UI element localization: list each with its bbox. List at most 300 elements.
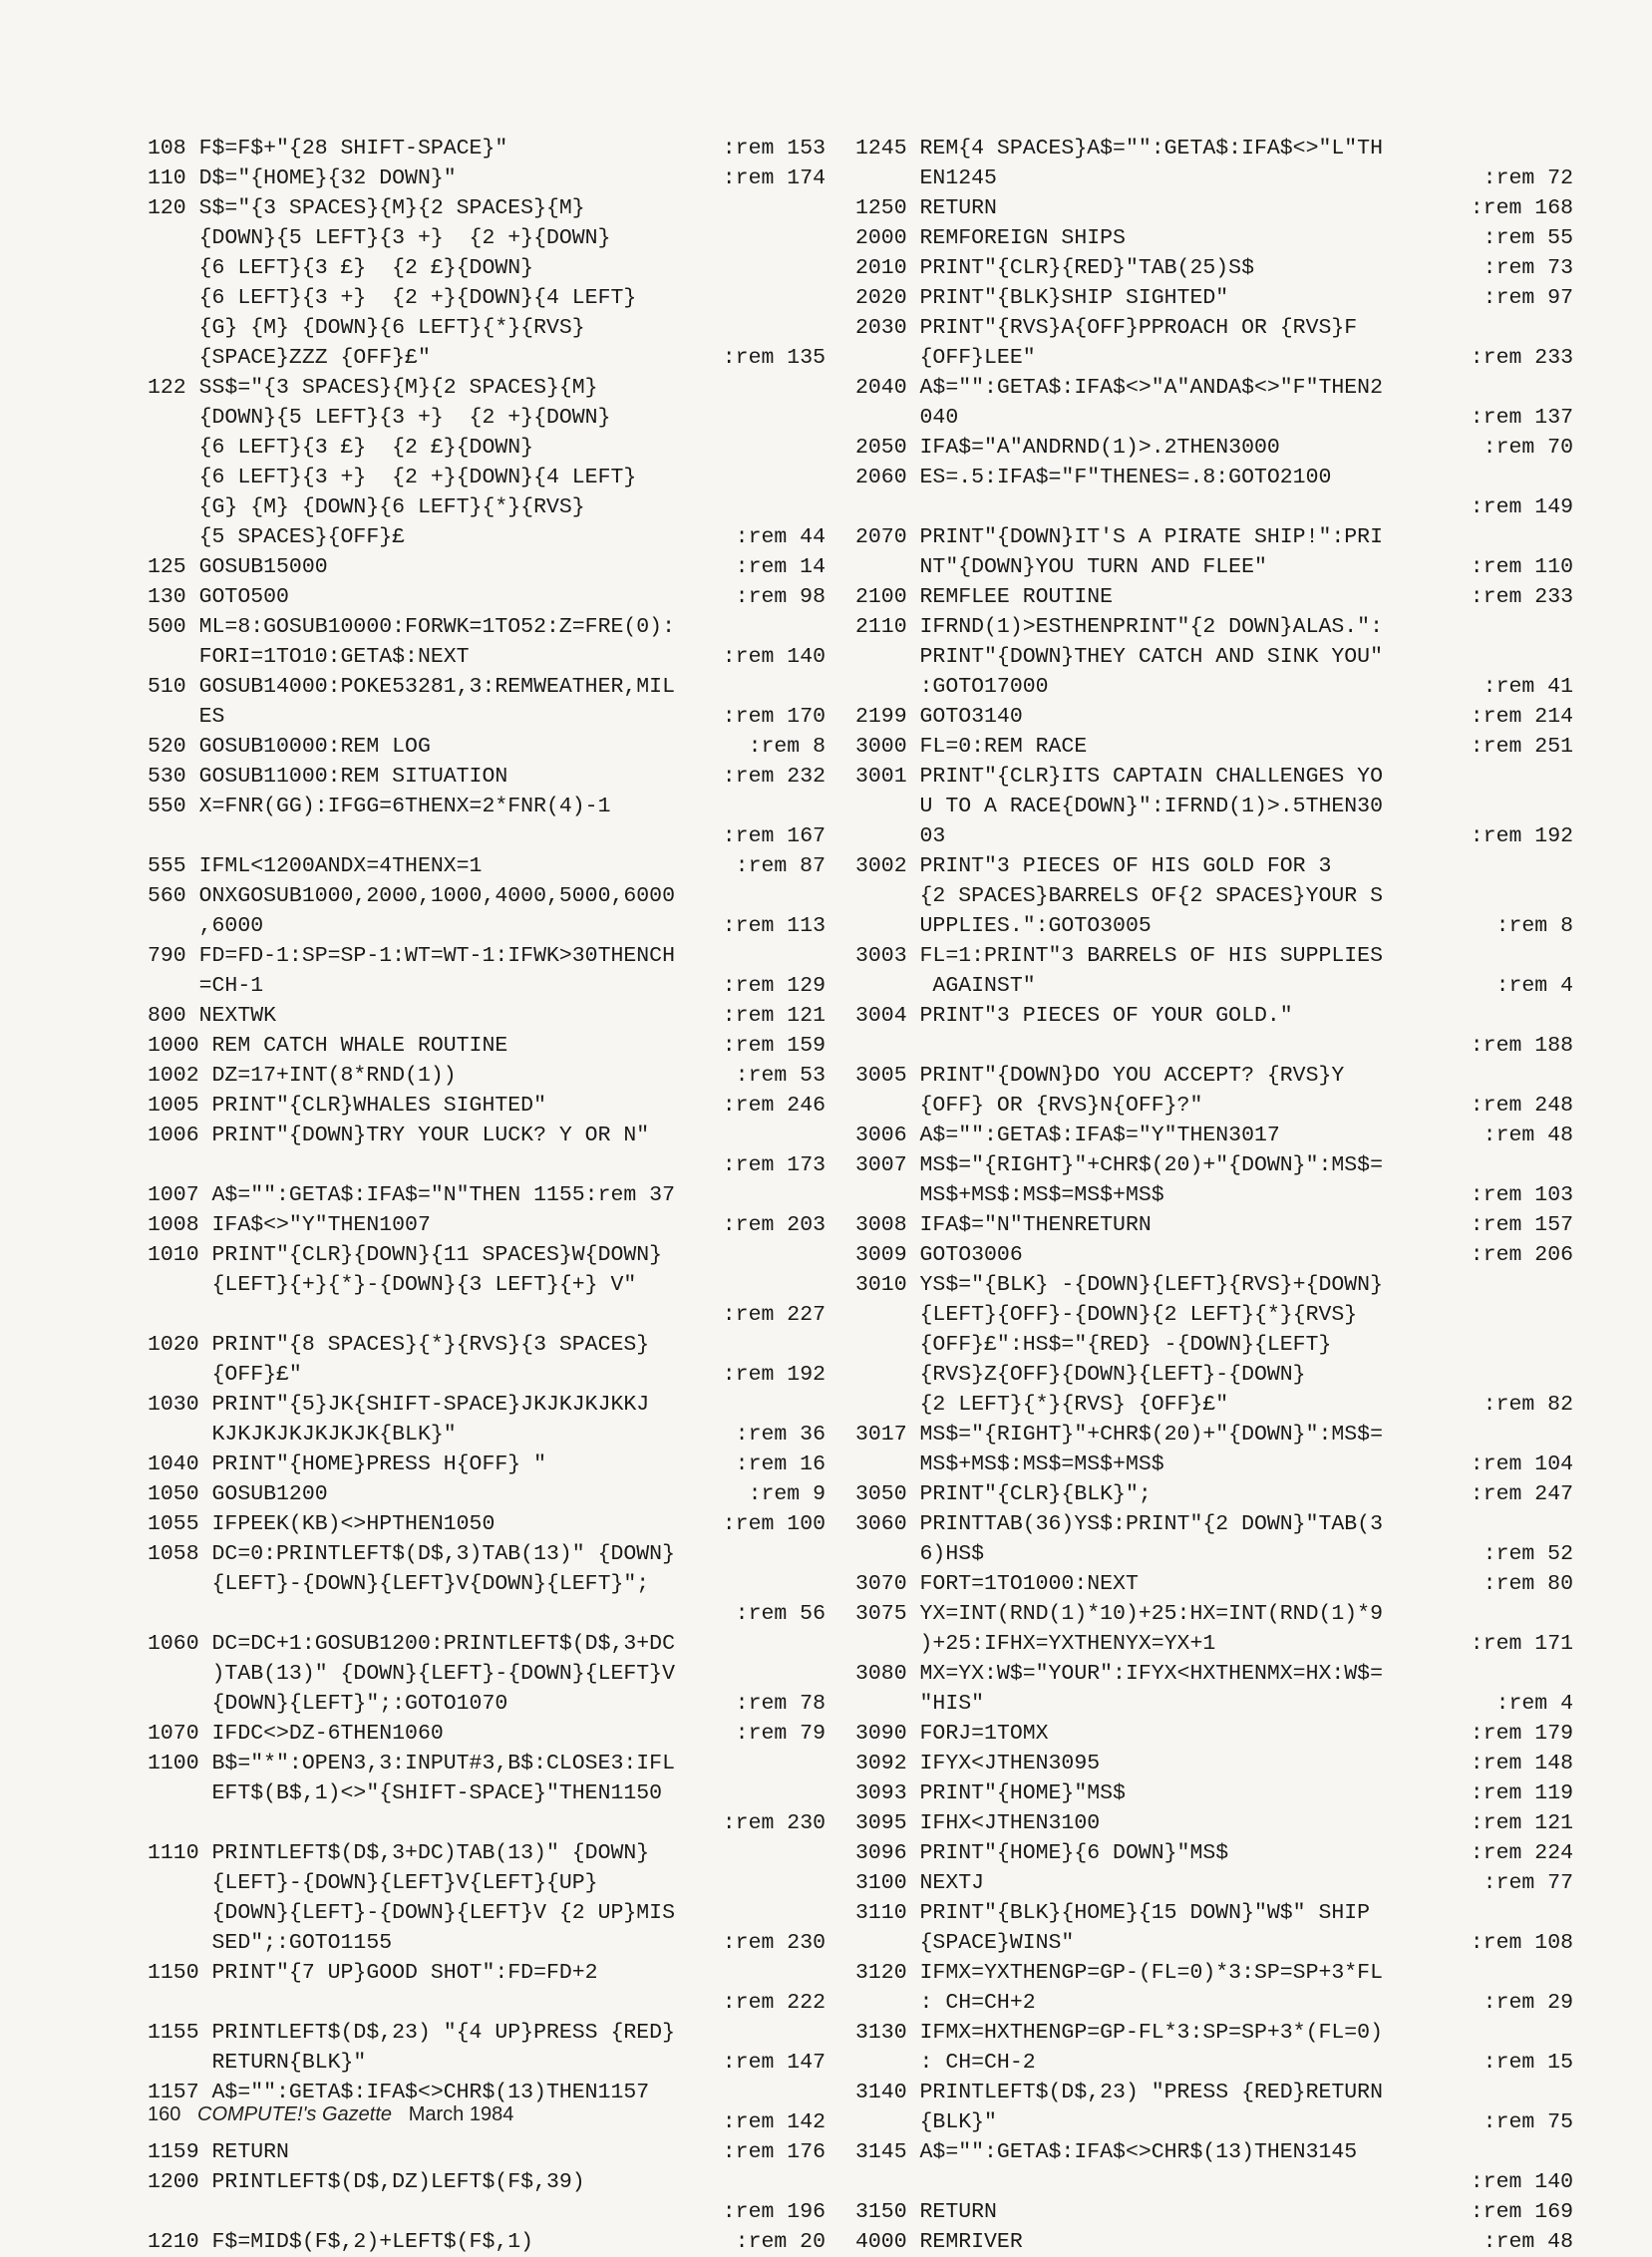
checksum-rem: :rem 121 <box>1470 1811 1573 1835</box>
code-line: MS$+MS$:MS$=MS$+MS$ <box>855 1183 1164 1207</box>
code-line: 3004 PRINT"3 PIECES OF YOUR GOLD." <box>855 1004 1293 1028</box>
code-line: 040 <box>855 406 959 430</box>
code-entry <box>855 1958 1573 2018</box>
code-entry <box>855 283 1573 313</box>
checksum-rem: :rem 75 <box>1483 2110 1573 2134</box>
checksum-rem: :rem 149 <box>1470 495 1573 519</box>
checksum-rem: :rem 188 <box>1470 1034 1573 1058</box>
checksum-rem: :rem 82 <box>1483 1393 1573 1417</box>
checksum-rem: :rem 153 <box>722 137 826 161</box>
code-line: 3095 IFHX<JTHEN3100 <box>855 1811 1101 1835</box>
code-line: )TAB(13)" {DOWN}{LEFT}-{DOWN}{LEFT}V <box>148 1662 675 1686</box>
code-entry <box>148 881 826 941</box>
code-entry <box>148 1390 826 1450</box>
checksum-rem: :rem 16 <box>735 1452 826 1476</box>
code-entry <box>855 732 1573 762</box>
code-entry <box>148 672 826 732</box>
checksum-rem: :rem 171 <box>1470 1632 1573 1656</box>
code-line: 6)HS$ <box>855 1542 985 1566</box>
issue-date: March 1984 <box>408 2103 514 2125</box>
checksum-rem: :rem 169 <box>1470 2200 1573 2224</box>
code-entry <box>148 582 826 612</box>
checksum-rem: :rem 167 <box>722 824 826 848</box>
checksum-rem: :rem 113 <box>722 914 826 938</box>
checksum-rem: :rem 36 <box>735 1423 826 1447</box>
checksum-rem: :rem 52 <box>1483 1542 1573 1566</box>
code-line: {OFF}£":HS$="{RED} -{DOWN}{LEFT} <box>855 1333 1332 1357</box>
code-entry <box>855 2137 1573 2197</box>
checksum-rem: :rem 230 <box>722 1811 826 1835</box>
checksum-rem: :rem 174 <box>722 166 826 190</box>
code-line: {2 SPACES}BARRELS OF{2 SPACES}YOUR S <box>855 884 1383 908</box>
code-line: 120 S$="{3 SPACES}{M}{2 SPACES}{M} <box>148 196 585 220</box>
checksum-rem: :rem 9 <box>748 1482 826 1506</box>
checksum-rem: :rem 247 <box>1470 1482 1573 1506</box>
code-entry <box>148 1539 826 1629</box>
code-entry <box>855 433 1573 463</box>
code-line: {LEFT}-{DOWN}{LEFT}V{LEFT}{UP} <box>148 1871 598 1895</box>
code-entry <box>855 1808 1573 1838</box>
code-entry <box>855 1420 1573 1479</box>
code-entry <box>855 2197 1573 2227</box>
checksum-rem: :rem 48 <box>1483 1124 1573 1147</box>
code-line <box>148 1599 826 1629</box>
code-line: 130 GOTO500 <box>148 585 289 609</box>
checksum-rem: :rem 121 <box>722 1004 826 1028</box>
code-entry <box>855 2018 1573 2078</box>
code-line: {LEFT}{OFF}-{DOWN}{2 LEFT}{*}{RVS} <box>855 1303 1358 1327</box>
code-line: 800 NEXTWK <box>148 1004 277 1028</box>
code-line: 1002 DZ=17+INT(8*RND(1)) <box>148 1064 457 1088</box>
code-line: {SPACE}ZZZ {OFF}£" <box>148 346 431 370</box>
code-line: 1008 IFA$<>"Y"THEN1007 <box>148 1213 431 1237</box>
checksum-rem: :rem 140 <box>722 645 826 669</box>
code-entry <box>148 732 826 762</box>
code-entry <box>148 1091 826 1121</box>
code-entry <box>148 1719 826 1749</box>
code-line: 3002 PRINT"3 PIECES OF HIS GOLD FOR 3 <box>855 854 1332 878</box>
code-line: {6 LEFT}{3 £} {2 £}{DOWN} <box>148 436 534 460</box>
code-line: : CH=CH-2 <box>855 2051 1036 2075</box>
code-entry <box>148 1061 826 1091</box>
code-line: 2100 REMFLEE ROUTINE <box>855 585 1114 609</box>
checksum-rem: :rem 110 <box>1470 555 1573 579</box>
code-line: NT"{DOWN}YOU TURN AND FLEE" <box>855 555 1267 579</box>
code-entry <box>148 193 826 373</box>
code-line: 3000 FL=0:REM RACE <box>855 735 1088 759</box>
code-line: 03 <box>855 824 946 848</box>
checksum-rem: :rem 227 <box>722 1303 826 1327</box>
code-entry <box>855 1749 1573 1778</box>
code-entry <box>855 702 1573 732</box>
code-line: {SPACE}WINS" <box>855 1931 1075 1955</box>
code-line: 1200 PRINTLEFT$(D$,DZ)LEFT$(F$,39) <box>148 2170 585 2194</box>
code-line: 1060 DC=DC+1:GOSUB1200:PRINTLEFT$(D$,3+DC <box>148 1632 675 1656</box>
code-entry <box>148 1629 826 1719</box>
code-entry <box>855 851 1573 941</box>
code-entry <box>148 1240 826 1330</box>
checksum-rem: :rem 159 <box>722 1034 826 1058</box>
code-entry <box>148 1838 826 1958</box>
code-entry <box>148 1749 826 1838</box>
code-line: 3070 FORT=1TO1000:NEXT <box>855 1572 1139 1596</box>
code-entry <box>148 762 826 792</box>
code-line: 3093 PRINT"{HOME}"MS$ <box>855 1781 1126 1805</box>
code-entry <box>148 163 826 193</box>
checksum-rem: :rem 104 <box>1470 1452 1573 1476</box>
code-line: 3009 GOTO3006 <box>855 1243 1023 1267</box>
code-line: 3090 FORJ=1TOMX <box>855 1722 1049 1746</box>
code-entry <box>855 1240 1573 1270</box>
code-line: 1058 DC=0:PRINTLEFT$(D$,3)TAB(13)" {DOWN} <box>148 1542 675 1566</box>
code-line: AGAINST" <box>855 974 1036 998</box>
code-line: 520 GOSUB10000:REM LOG <box>148 735 431 759</box>
checksum-rem: :rem 55 <box>1483 226 1573 250</box>
code-line: {DOWN}{5 LEFT}{3 +} {2 +}{DOWN} <box>148 226 611 250</box>
code-entry <box>148 851 826 881</box>
code-entry <box>855 1898 1573 1958</box>
checksum-rem: :rem 72 <box>1483 166 1573 190</box>
code-line: 3096 PRINT"{HOME}{6 DOWN}"MS$ <box>855 1841 1229 1865</box>
code-line: 3008 IFA$="N"THENRETURN <box>855 1213 1152 1237</box>
code-line: 550 X=FNR(GG):IFGG=6THENX=2*FNR(4)-1 <box>148 795 611 818</box>
code-entry <box>855 1719 1573 1749</box>
code-entry <box>148 1509 826 1539</box>
checksum-rem: :rem 137 <box>1470 406 1573 430</box>
checksum-rem: :rem 230 <box>722 1931 826 1955</box>
code-line: 1020 PRINT"{8 SPACES}{*}{RVS}{3 SPACES} <box>148 1333 650 1357</box>
code-entry <box>855 1061 1573 1121</box>
code-entry <box>148 1450 826 1479</box>
page-footer <box>148 2103 513 2126</box>
code-entry <box>855 582 1573 612</box>
code-line: EN1245 <box>855 166 997 190</box>
code-line: 1040 PRINT"{HOME}PRESS H{OFF} " <box>148 1452 546 1476</box>
code-entry <box>855 253 1573 283</box>
code-entry <box>855 313 1573 373</box>
code-entry <box>855 134 1573 193</box>
code-line: 790 FD=FD-1:SP=SP-1:WT=WT-1:IFWK>30THENCH <box>148 944 675 968</box>
checksum-rem: :rem 232 <box>722 765 826 789</box>
checksum-rem: :rem 140 <box>1470 2170 1573 2194</box>
code-line <box>855 492 1573 522</box>
code-line: UPPLIES.":GOTO3005 <box>855 914 1152 938</box>
checksum-rem: :rem 70 <box>1483 436 1573 460</box>
checksum-rem: :rem 4 <box>1495 974 1573 998</box>
code-line: 1157 A$="":GETA$:IFA$<>CHR$(13)THEN1157 <box>148 2081 650 2104</box>
code-line: 1005 PRINT"{CLR}WHALES SIGHTED" <box>148 1094 546 1118</box>
code-line: 3075 YX=INT(RND(1)*10)+25:HX=INT(RND(1)*9 <box>855 1602 1383 1626</box>
checksum-rem: :rem 196 <box>722 2200 826 2224</box>
code-line: =CH-1 <box>148 974 264 998</box>
checksum-rem: :rem 222 <box>722 1991 826 2015</box>
code-line: 3007 MS$="{RIGHT}"+CHR$(20)+"{DOWN}":MS$= <box>855 1153 1383 1177</box>
code-line: {DOWN}{LEFT}";:GOTO1070 <box>148 1692 508 1716</box>
code-line: {DOWN}{LEFT}-{DOWN}{LEFT}V {2 UP}MIS <box>148 1901 675 1925</box>
checksum-rem: :rem 135 <box>722 346 826 370</box>
checksum-rem: :rem 147 <box>722 2051 826 2075</box>
checksum-rem: :rem 77 <box>1483 1871 1573 1895</box>
code-entry <box>148 2167 826 2227</box>
code-line: 1055 IFPEEK(KB)<>HPTHEN1050 <box>148 1512 496 1536</box>
code-line: 560 ONXGOSUB1000,2000,1000,4000,5000,6000 <box>148 884 675 908</box>
code-entry <box>148 1121 826 1180</box>
code-line: {2 LEFT}{*}{RVS} {OFF}£" <box>855 1393 1229 1417</box>
code-entry <box>855 1121 1573 1150</box>
checksum-rem: :rem 214 <box>1470 705 1573 729</box>
checksum-rem: :rem 8 <box>748 735 826 759</box>
code-line: "HIS" <box>855 1692 985 1716</box>
code-line: 3150 RETURN <box>855 2200 997 2224</box>
code-entry <box>855 1659 1573 1719</box>
code-line: 3100 NEXTJ <box>855 1871 985 1895</box>
code-entry <box>148 2137 826 2167</box>
checksum-rem: :rem 103 <box>1470 1183 1573 1207</box>
code-line: {BLK}" <box>855 2110 997 2134</box>
code-line: 2020 PRINT"{BLK}SHIP SIGHTED" <box>855 286 1229 310</box>
code-line: {LEFT}{+}{*}-{DOWN}{3 LEFT}{+} V" <box>148 1273 637 1297</box>
code-line: 2199 GOTO3140 <box>855 705 1023 729</box>
code-line: 4000 REMRIVER <box>855 2230 1023 2254</box>
checksum-rem: :rem 119 <box>1470 1781 1573 1805</box>
code-line: 1210 F$=MID$(F$,2)+LEFT$(F$,1) <box>148 2230 534 2254</box>
code-line: SED";:GOTO1155 <box>148 1931 393 1955</box>
checksum-rem: :rem 157 <box>1470 1213 1573 1237</box>
code-line: 3080 MX=YX:W$="YOUR":IFYX<HXTHENMX=HX:W$= <box>855 1662 1383 1686</box>
code-line: 1006 PRINT"{DOWN}TRY YOUR LUCK? Y OR N" <box>148 1124 650 1147</box>
checksum-rem: :rem 233 <box>1470 585 1573 609</box>
code-line: 3140 PRINTLEFT$(D$,23) "PRESS {RED}RETURN <box>855 2081 1383 2104</box>
code-entry <box>855 1001 1573 1061</box>
checksum-rem: :rem 48 <box>1483 2230 1573 2254</box>
code-entry <box>148 1001 826 1031</box>
code-line: 1159 RETURN <box>148 2140 289 2164</box>
code-line: 530 GOSUB11000:REM SITUATION <box>148 765 508 789</box>
code-line: {6 LEFT}{3 £} {2 £}{DOWN} <box>148 256 534 280</box>
code-line: {LEFT}-{DOWN}{LEFT}V{DOWN}{LEFT}"; <box>148 1572 650 1596</box>
code-line: 1010 PRINT"{CLR}{DOWN}{11 SPACES}W{DOWN} <box>148 1243 663 1267</box>
code-line: 3145 A$="":GETA$:IFA$<>CHR$(13)THEN3145 <box>855 2140 1358 2164</box>
code-line: EFT$(B$,1)<>"{SHIFT-SPACE}"THEN1150 <box>148 1781 663 1805</box>
code-line: ES <box>148 705 225 729</box>
code-line <box>855 1031 1573 1061</box>
code-line: 1070 IFDC<>DZ-6THEN1060 <box>148 1722 444 1746</box>
code-line: 2030 PRINT"{RVS}A{OFF}PPROACH OR {RVS}F <box>855 316 1358 340</box>
code-line: {6 LEFT}{3 +} {2 +}{DOWN}{4 LEFT} <box>148 286 637 310</box>
code-line: FORI=1TO10:GETA$:NEXT <box>148 645 470 669</box>
checksum-rem: :rem 246 <box>722 1094 826 1118</box>
checksum-rem: :rem 41 <box>1483 675 1573 699</box>
checksum-rem: :rem 192 <box>1470 824 1573 848</box>
code-entry <box>855 373 1573 433</box>
code-line: 1250 RETURN <box>855 196 997 220</box>
code-line: 500 ML=8:GOSUB10000:FORWK=1TO52:Z=FRE(0): <box>148 615 675 639</box>
code-line: 3060 PRINTTAB(36)YS$:PRINT"{2 DOWN}"TAB(3 <box>855 1512 1383 1536</box>
code-entry <box>855 1838 1573 1868</box>
code-line: 110 D$="{HOME}{32 DOWN}" <box>148 166 457 190</box>
code-entry <box>148 1210 826 1240</box>
code-line: 2000 REMFOREIGN SHIPS <box>855 226 1126 250</box>
checksum-rem: :rem 108 <box>1470 1931 1573 1955</box>
code-entry <box>855 1270 1573 1420</box>
publication-name: COMPUTE!'s Gazette <box>197 2103 393 2125</box>
code-entry <box>148 941 826 1001</box>
checksum-rem: :rem 142 <box>722 2110 826 2134</box>
code-line: 555 IFML<1200ANDX=4THENX=1 <box>148 854 483 878</box>
checksum-rem: :rem 173 <box>722 1153 826 1177</box>
code-entry <box>855 612 1573 702</box>
checksum-rem: :rem 73 <box>1483 256 1573 280</box>
code-line: U TO A RACE{DOWN}":IFRND(1)>.5THEN30 <box>855 795 1383 818</box>
code-entry <box>148 1031 826 1061</box>
checksum-rem: :rem 97 <box>1483 286 1573 310</box>
checksum-rem: :rem 248 <box>1470 1094 1573 1118</box>
code-line: 1000 REM CATCH WHALE ROUTINE <box>148 1034 508 1058</box>
code-entry <box>855 193 1573 223</box>
code-line: 2050 IFA$="A"ANDRND(1)>.2THEN3000 <box>855 436 1280 460</box>
checksum-rem: :rem 176 <box>722 2140 826 2164</box>
checksum-rem: :rem 20 <box>735 2230 826 2254</box>
checksum-rem: :rem 44 <box>735 525 826 549</box>
code-entry <box>148 552 826 582</box>
code-entry <box>148 1479 826 1509</box>
listing-left-column <box>148 134 826 2257</box>
code-line: ,6000 <box>148 914 264 938</box>
code-line: 1150 PRINT"{7 UP}GOOD SHOT":FD=FD+2 <box>148 1961 598 1985</box>
code-entry <box>148 2227 826 2257</box>
checksum-rem: :rem 100 <box>722 1512 826 1536</box>
code-line: 2070 PRINT"{DOWN}IT'S A PIRATE SHIP!":PRI <box>855 525 1383 549</box>
code-line: 3092 IFYX<JTHEN3095 <box>855 1752 1101 1775</box>
code-line: PRINT"{DOWN}THEY CATCH AND SINK YOU" <box>855 645 1383 669</box>
checksum-rem: :rem 224 <box>1470 1841 1573 1865</box>
code-line: 1030 PRINT"{5}JK{SHIFT-SPACE}JKJKJKJKKJ <box>148 1393 650 1417</box>
code-line: 3001 PRINT"{CLR}ITS CAPTAIN CHALLENGES YO <box>855 765 1383 789</box>
code-entry <box>855 1778 1573 1808</box>
code-entry <box>855 1479 1573 1509</box>
code-entry <box>855 2078 1573 2137</box>
code-entry <box>855 1509 1573 1569</box>
code-line: RETURN{BLK}" <box>148 2051 367 2075</box>
code-line: 510 GOSUB14000:POKE53281,3:REMWEATHER,MIL <box>148 675 675 699</box>
code-line: 1245 REM{4 SPACES}A$="":GETA$:IFA$<>"L"TH <box>855 137 1383 161</box>
checksum-rem: :rem 179 <box>1470 1722 1573 1746</box>
page-number: 160 <box>148 2103 181 2125</box>
checksum-rem: :rem 79 <box>735 1722 826 1746</box>
code-entry <box>855 1210 1573 1240</box>
checksum-rem: :rem 192 <box>722 1363 826 1387</box>
code-entry <box>148 1180 826 1210</box>
code-entry <box>855 762 1573 851</box>
code-line: 1110 PRINTLEFT$(D$,3+DC)TAB(13)" {DOWN} <box>148 1841 650 1865</box>
checksum-rem: :rem 8 <box>1495 914 1573 938</box>
code-line: {RVS}Z{OFF}{DOWN}{LEFT}-{DOWN} <box>855 1363 1306 1387</box>
code-entry <box>855 1569 1573 1599</box>
code-line: 122 SS$="{3 SPACES}{M}{2 SPACES}{M} <box>148 376 598 400</box>
code-entry <box>148 1330 826 1390</box>
code-line: 3050 PRINT"{CLR}{BLK}"; <box>855 1482 1152 1506</box>
code-line: 1100 B$="*":OPEN3,3:INPUT#3,B$:CLOSE3:IFL <box>148 1752 675 1775</box>
code-line: 1007 A$="":GETA$:IFA$="N"THEN 1155:rem 37 <box>148 1183 675 1207</box>
checksum-rem: :rem 251 <box>1470 735 1573 759</box>
code-entry <box>855 2227 1573 2257</box>
code-entry <box>855 941 1573 1001</box>
code-line: {5 SPACES}{OFF}£ <box>148 525 406 549</box>
code-entry <box>148 134 826 163</box>
code-line: {OFF}LEE" <box>855 346 1036 370</box>
checksum-rem: :rem 80 <box>1483 1572 1573 1596</box>
code-line: 125 GOSUB15000 <box>148 555 328 579</box>
listing-right-column <box>855 134 1573 2257</box>
checksum-rem: :rem 29 <box>1483 1991 1573 2015</box>
code-line: 1050 GOSUB1200 <box>148 1482 328 1506</box>
checksum-rem: :rem 206 <box>1470 1243 1573 1267</box>
code-entry <box>148 373 826 552</box>
code-line: 2040 A$="":GETA$:IFA$<>"A"ANDA$<>"F"THEN2 <box>855 376 1383 400</box>
code-line: 3006 A$="":GETA$:IFA$="Y"THEN3017 <box>855 1124 1280 1147</box>
checksum-rem: :rem 148 <box>1470 1752 1573 1775</box>
checksum-rem: :rem 98 <box>735 585 826 609</box>
checksum-rem: :rem 15 <box>1483 2051 1573 2075</box>
code-line: 2060 ES=.5:IFA$="F"THENES=.8:GOTO2100 <box>855 466 1332 489</box>
code-line: {OFF}£" <box>148 1363 302 1387</box>
code-line: 3010 YS$="{BLK} -{DOWN}{LEFT}{RVS}+{DOWN} <box>855 1273 1383 1297</box>
checksum-rem: :rem 233 <box>1470 346 1573 370</box>
code-entry <box>855 463 1573 522</box>
code-line: 3003 FL=1:PRINT"3 BARRELS OF HIS SUPPLIES <box>855 944 1383 968</box>
code-entry <box>148 612 826 672</box>
code-line: 3130 IFMX=HXTHENGP=GP-FL*3:SP=SP+3*(FL=0) <box>855 2021 1383 2045</box>
checksum-rem: :rem 129 <box>722 974 826 998</box>
checksum-rem: :rem 56 <box>735 1602 826 1626</box>
code-line: 2110 IFRND(1)>ESTHENPRINT"{2 DOWN}ALAS.": <box>855 615 1383 639</box>
code-entry <box>148 792 826 851</box>
code-line: {G} {M} {DOWN}{6 LEFT}{*}{RVS} <box>148 316 585 340</box>
code-line <box>855 2167 1573 2197</box>
code-line: 3005 PRINT"{DOWN}DO YOU ACCEPT? {RVS}Y <box>855 1064 1345 1088</box>
code-line: 3120 IFMX=YXTHENGP=GP-(FL=0)*3:SP=SP+3*FL <box>855 1961 1383 1985</box>
code-line: 3110 PRINT"{BLK}{HOME}{15 DOWN}"W$" SHIP <box>855 1901 1371 1925</box>
code-entry <box>148 1958 826 2018</box>
code-line: )+25:IFHX=YXTHENYX=YX+1 <box>855 1632 1216 1656</box>
code-entry <box>855 1868 1573 1898</box>
checksum-rem: :rem 4 <box>1495 1692 1573 1716</box>
code-entry <box>855 522 1573 582</box>
code-line: : CH=CH+2 <box>855 1991 1036 2015</box>
code-line: 3017 MS$="{RIGHT}"+CHR$(20)+"{DOWN}":MS$= <box>855 1423 1383 1447</box>
code-line: {G} {M} {DOWN}{6 LEFT}{*}{RVS} <box>148 495 585 519</box>
code-line: 108 F$=F$+"{28 SHIFT-SPACE}" <box>148 137 508 161</box>
checksum-rem: :rem 53 <box>735 1064 826 1088</box>
code-line: KJKJKJKJKJKJK{BLK}" <box>148 1423 457 1447</box>
code-line: 2010 PRINT"{CLR}{RED}"TAB(25)S$ <box>855 256 1254 280</box>
code-entry <box>855 1599 1573 1659</box>
checksum-rem: :rem 168 <box>1470 196 1573 220</box>
code-line: {6 LEFT}{3 +} {2 +}{DOWN}{4 LEFT} <box>148 466 637 489</box>
checksum-rem: :rem 87 <box>735 854 826 878</box>
code-line: {OFF} OR {RVS}N{OFF}?" <box>855 1094 1203 1118</box>
code-line: :GOTO17000 <box>855 675 1049 699</box>
code-line: {DOWN}{5 LEFT}{3 +} {2 +}{DOWN} <box>148 406 611 430</box>
code-entry <box>855 223 1573 253</box>
code-entry <box>148 2018 826 2078</box>
checksum-rem: :rem 14 <box>735 555 826 579</box>
code-line: MS$+MS$:MS$=MS$+MS$ <box>855 1452 1164 1476</box>
checksum-rem: :rem 78 <box>735 1692 826 1716</box>
code-entry <box>855 1150 1573 1210</box>
checksum-rem: :rem 170 <box>722 705 826 729</box>
checksum-rem: :rem 203 <box>722 1213 826 1237</box>
